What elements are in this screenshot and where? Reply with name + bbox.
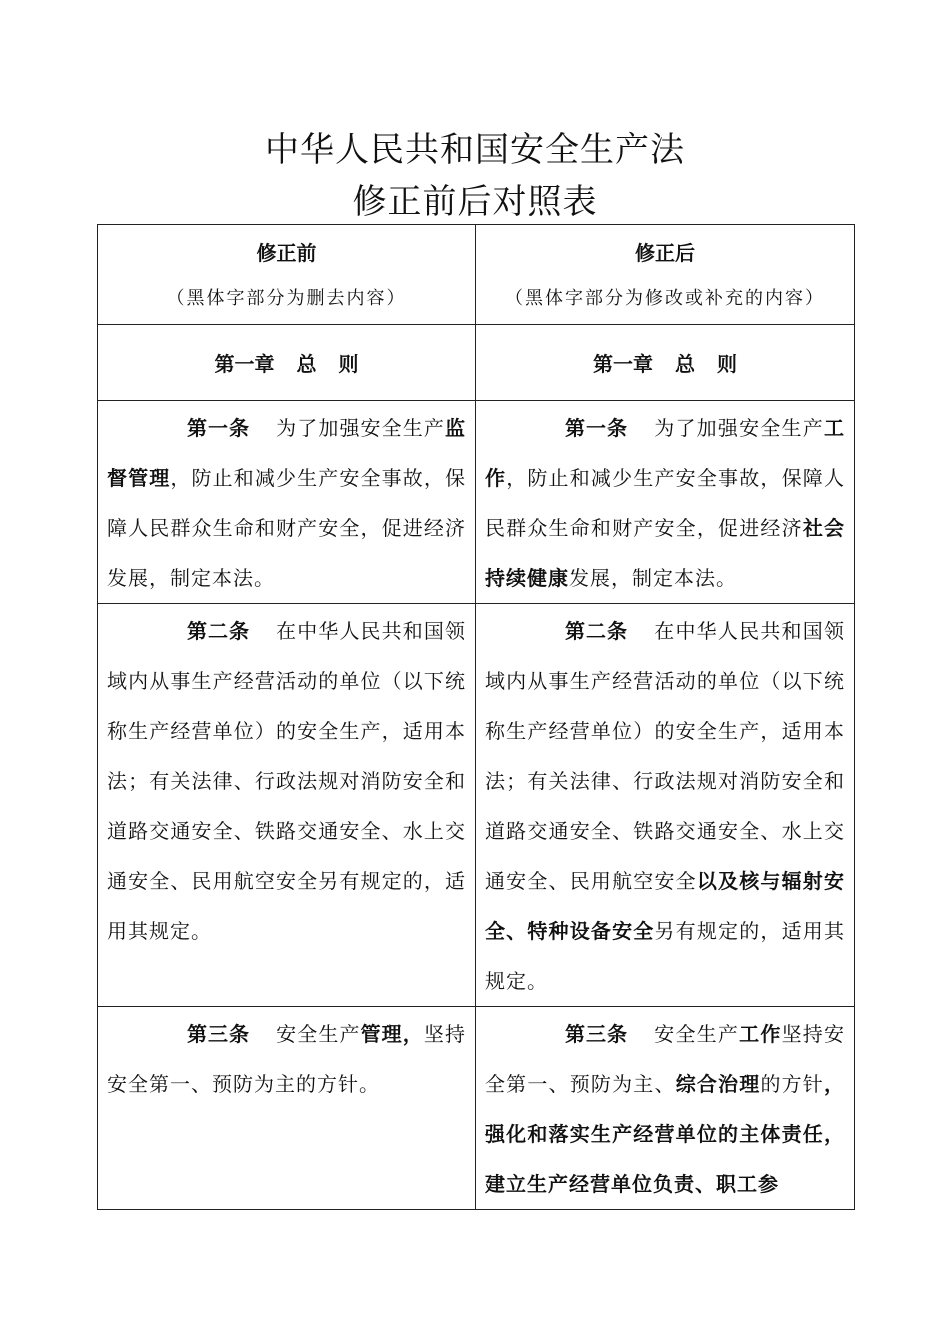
chapter-title-char: 则 <box>717 352 737 376</box>
chapter-after <box>476 325 855 401</box>
article-label: 第二条 <box>187 619 250 643</box>
amended-text: 工作 <box>739 1022 782 1046</box>
article-label: 第三条 <box>565 1022 628 1046</box>
article-text: ，防止和减少生产安全事故，保障人民群众生命和财产安全，促进经济 <box>485 466 845 540</box>
article-3-after <box>476 1007 855 1210</box>
document-title-line1: 中华人民共和国安全生产法 <box>265 130 685 170</box>
article-text: 安全生产 <box>276 1022 361 1046</box>
article-text: 的方针 <box>760 1072 824 1096</box>
header-row <box>98 225 855 325</box>
article-2-after <box>476 604 855 1007</box>
after-label: 修正后 <box>635 241 695 265</box>
article-3-before <box>98 1007 476 1210</box>
article-2-before <box>98 604 476 1007</box>
comparison-table <box>97 224 855 1210</box>
article-text: 另有规定的，适用其规定。 <box>485 919 845 993</box>
chapter-row <box>98 325 855 401</box>
article-label: 第一条 <box>565 416 628 440</box>
chapter-number: 第一章 <box>593 352 653 376</box>
chapter-title-char: 总 <box>675 352 695 376</box>
article-text: ，防止和减少生产安全事故，保障人民群众生命和财产安全，促进经济发展，制定本法。 <box>107 466 466 590</box>
article-text: 为了加强安全生产 <box>276 416 445 440</box>
amended-text: 工作 <box>485 416 845 490</box>
article-label: 第三条 <box>187 1022 250 1046</box>
article-text: 坚持安全第一、预防为主、 <box>485 1022 846 1096</box>
article-text: 坚持安全第一、预防为主的方针。 <box>107 1022 467 1096</box>
article-text: 发展，制定本法。 <box>569 566 737 590</box>
amended-text: 社会持续健康 <box>485 516 845 590</box>
article-text: 为了加强安全生产 <box>654 416 824 440</box>
chapter-number: 第一章 <box>214 352 275 376</box>
article-label: 第二条 <box>565 619 628 643</box>
deleted-text: 监督管理 <box>107 416 466 490</box>
chapter-before <box>98 325 476 401</box>
after-note: （黑体字部分为修改或补充的内容） <box>505 288 825 309</box>
article-text: 在中华人民共和国领域内从事生产经营活动的单位（以下统称生产经营单位）的安全生产，适用本法；有关法律、行政法规对消防安全和道路交通安全、铁路交通安全、水上交通安全、民用航空安全另有规定的，适用其规定。 <box>107 619 466 943</box>
deleted-text: 管理， <box>360 1022 424 1046</box>
before-note: （黑体字部分为删去内容） <box>166 288 407 309</box>
article-row-3 <box>98 1007 855 1210</box>
document-title-line2: 修正前后对照表 <box>352 182 598 222</box>
amended-text: 以及核与辐射安全、特种设备安全 <box>485 869 845 943</box>
article-row-2 <box>98 604 855 1007</box>
article-1-before <box>98 401 476 604</box>
chapter-title-char: 总 <box>296 352 317 376</box>
article-text: 安全生产 <box>654 1022 740 1046</box>
header-before <box>98 225 476 325</box>
chapter-title-char: 则 <box>338 352 359 376</box>
article-1-after <box>476 401 855 604</box>
before-label: 修正前 <box>256 241 317 265</box>
header-after <box>476 225 855 325</box>
amended-text: 综合治理 <box>675 1072 761 1096</box>
amended-text: ，强化和落实生产经营单位的主体责任，建立生产经营单位负责、职工参 <box>485 1072 845 1196</box>
article-row-1 <box>98 401 855 604</box>
article-label: 第一条 <box>187 416 250 440</box>
article-text: 在中华人民共和国领域内从事生产经营活动的单位（以下统称生产经营单位）的安全生产，适用本法；有关法律、行政法规对消防安全和道路交通安全、铁路交通安全、水上交通安全、民用航空安全 <box>485 619 845 893</box>
